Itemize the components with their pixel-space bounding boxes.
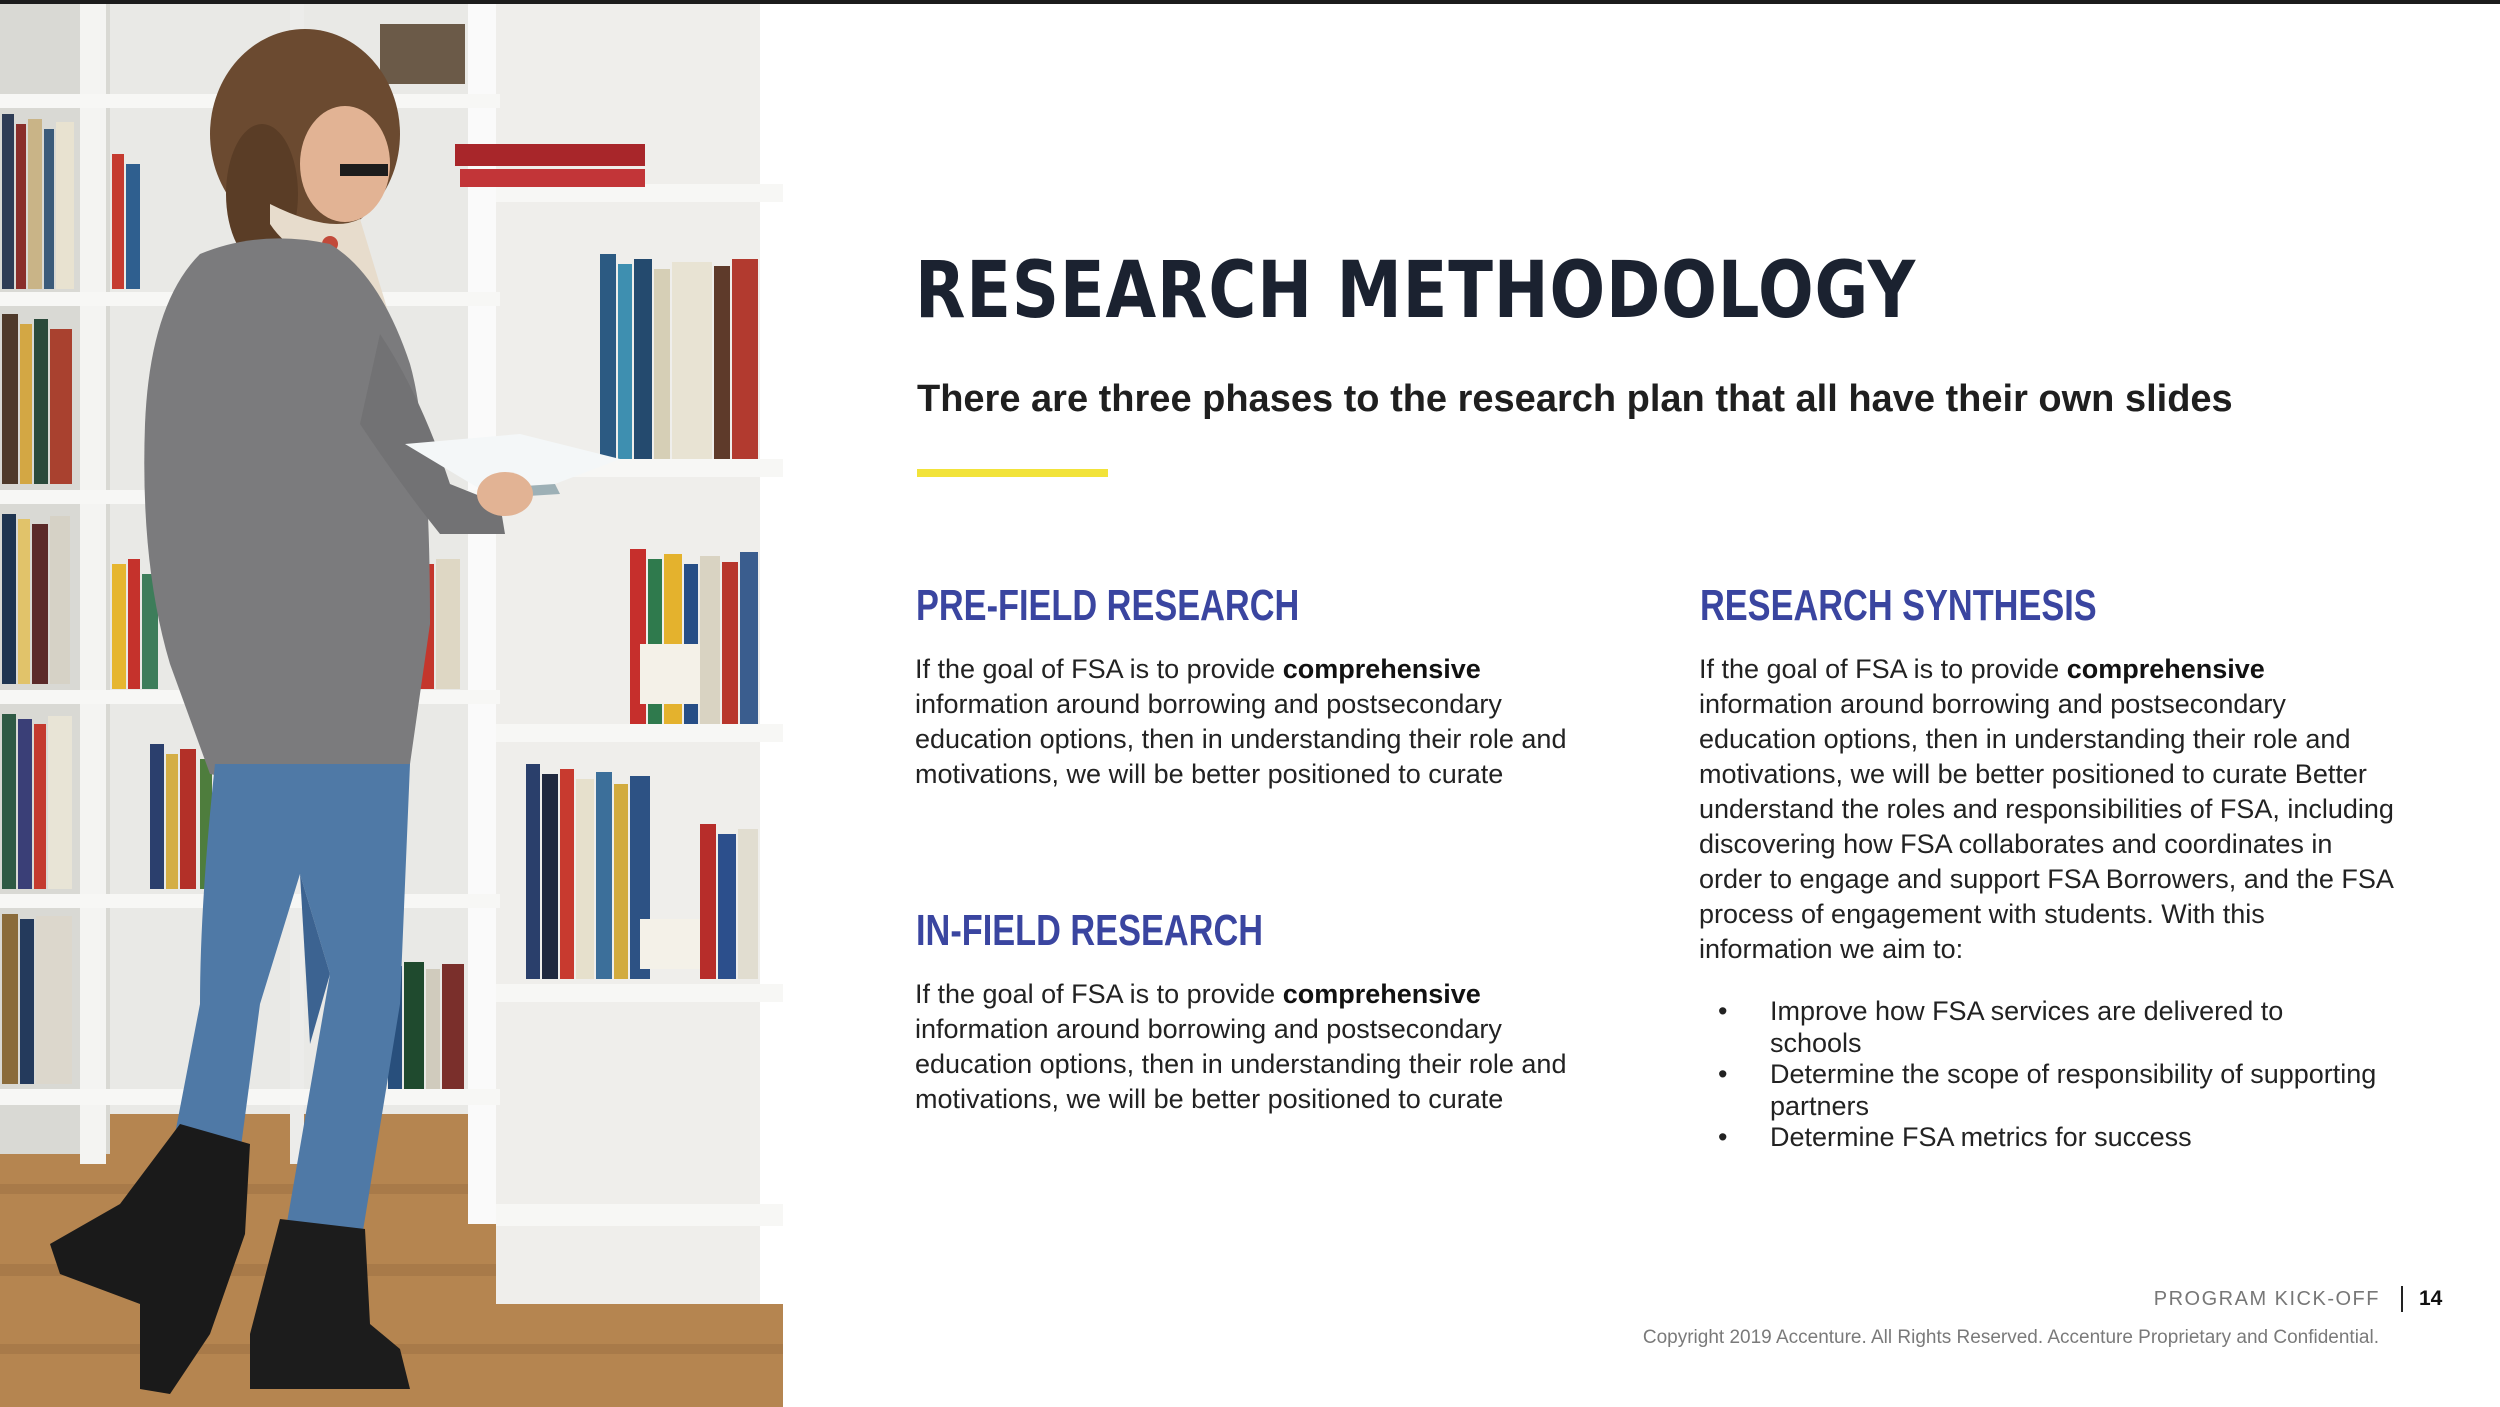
synthesis-text: If the goal of FSA is to provide comprehensive information around borrowing and postsecondary education options, then in understanding their role and motivations, we will be better positioned to curate Better understand the roles and responsibilities of FSA, including discovering how FSA collaborates and coordinates in order to engage and support FSA Borrowers, and the FSA process of engagement with students. With this information we aim to: bbox=[1699, 654, 2394, 964]
accent-bar bbox=[917, 469, 1108, 477]
copyright-notice: Copyright 2019 Accenture. All Rights Reserved. Accenture Proprietary and Confidential. bbox=[1642, 1327, 2379, 1348]
bullet-dot-icon: • bbox=[1718, 996, 1728, 1026]
library-photo bbox=[0, 4, 783, 1407]
in-field-title: IN-FIELD RESEARCH bbox=[916, 906, 1264, 955]
bullet-item: • Determine the scope of responsibility of supporting partners bbox=[1718, 1059, 2377, 1121]
pre-field-text: If the goal of FSA is to provide comprehensive information around borrowing and postsecondary education options, then in understanding their role and motivations, we will be better positioned to curate bbox=[915, 654, 1567, 789]
bullet-dot-icon: • bbox=[1718, 1059, 1728, 1089]
bullet-dot-icon: • bbox=[1718, 1122, 1728, 1152]
bullet-item: • Determine FSA metrics for success bbox=[1718, 1122, 2192, 1152]
footer-separator bbox=[2401, 1286, 2403, 1312]
footer-program-label: PROGRAM KICK-OFF bbox=[2153, 1288, 2380, 1310]
in-field-text: If the goal of FSA is to provide comprehensive information around borrowing and postsecondary education options, then in understanding their role and motivations, we will be better positioned to curate bbox=[915, 979, 1567, 1114]
slide-title: RESEARCH METHODOLOGY bbox=[915, 246, 1917, 336]
pre-field-title: PRE-FIELD RESEARCH bbox=[916, 581, 1300, 630]
synthesis-title: RESEARCH SYNTHESIS bbox=[1700, 581, 2097, 630]
slide-subtitle: There are three phases to the research plan that all have their own slides bbox=[917, 378, 2233, 420]
synthesis-bullets bbox=[1718, 996, 2378, 1154]
page-number: 14 bbox=[2419, 1287, 2443, 1310]
bullet-item: • Improve how FSA services are delivered to schools bbox=[1718, 996, 2284, 1058]
